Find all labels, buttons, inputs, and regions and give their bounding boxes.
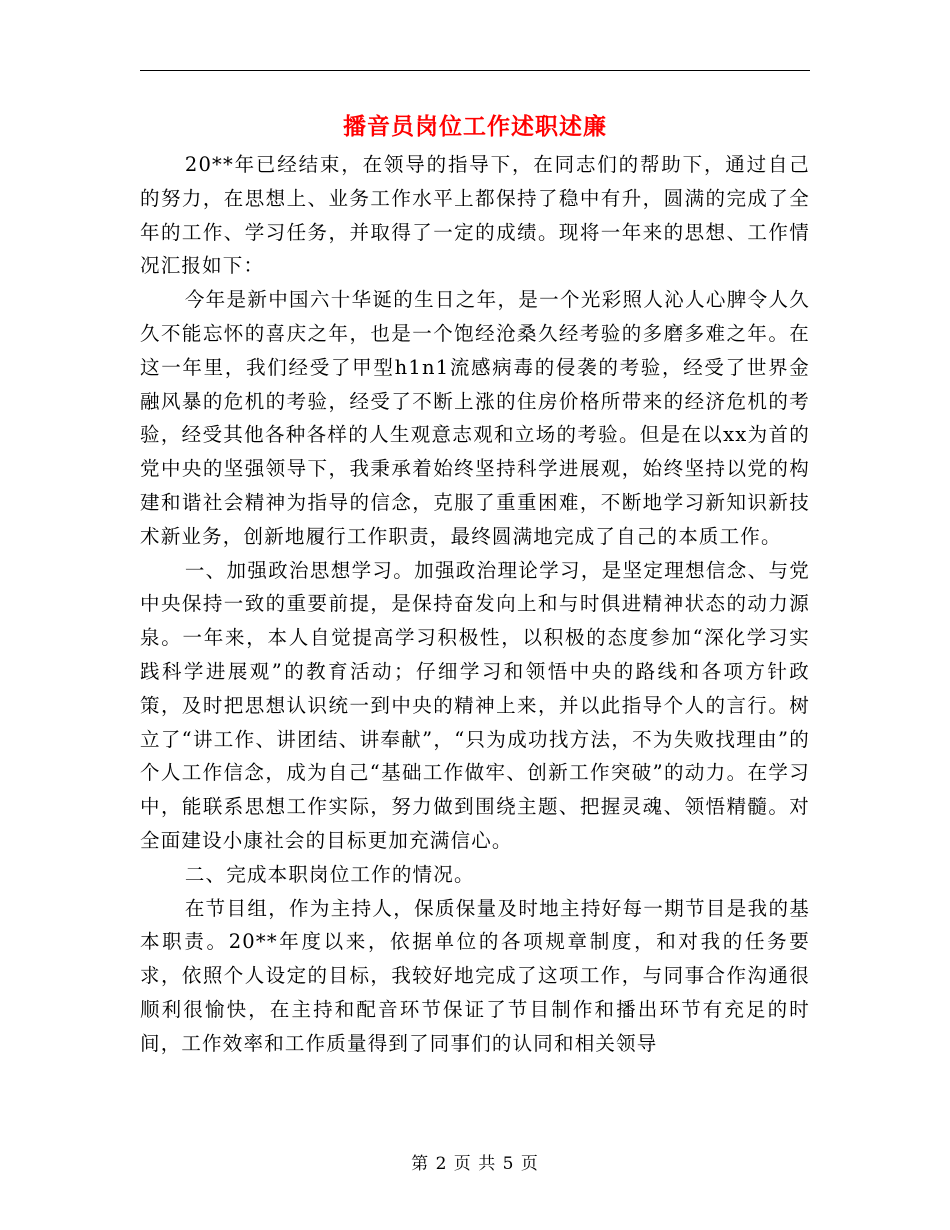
document-title: 播音员岗位工作述职述廉	[343, 114, 607, 140]
paragraph-section-heading: 二、完成本职岗位工作的情况。	[184, 862, 475, 886]
paragraph-year-review: 今年是新中国六十华诞的生日之年，是一个光彩照人沁人心脾令人久久不能忘怀的喜庆之年，也是一个饱经沧桑久经考验的多磨多难之年。在这一年里，我们经受了甲型h1n1流感病毒的侵袭的考验，经受了世界金融风暴的危机的考验，经受了不断上涨的住房价格所带来的经济危机的考验，经受其他各种各样的人生观意志观和立场的考验。但是在以xx为首的党中央的坚强领导下，我秉承着始终坚持科学进展观，始终坚持以党的构建和谐社会精神为指导的信念，克服了重重困难，不断地学习新知识新技术新业务，创新地履行工作职责，最终圆满地完成了自己的本质工作。	[140, 288, 810, 548]
paragraph-host-duties: 在节目组，作为主持人，保质保量及时地主持好每一期节目是我的基本职责。20**年度以来，依据单位的各项规章制度，和对我的任务要求，依照个人设定的目标，我较好地完成了这项工作，与同事合作沟通很顺利很愉快，在主持和配音环节保证了节目制作和播出环节有充足的时间，工作效率和工作质量得到了同事们的认同和相关领导	[140, 896, 810, 1055]
header-rule	[140, 70, 810, 71]
page-number-footer: 第 2 页 共 5 页	[411, 1154, 539, 1174]
document-body	[140, 148, 810, 1061]
paragraph-intro: 20**年已经结束，在领导的指导下，在同志们的帮助下，通过自己的努力，在思想上、业务工作水平上都保持了稳中有升，圆满的完成了全年的工作、学习任务，并取得了一定的成绩。现将一年来的思想、工作情况汇报如下：	[140, 153, 810, 278]
paragraph-political-study: 一、加强政治思想学习。加强政治理论学习，是坚定理想信念、与党中央保持一致的重要前提，是保持奋发向上和与时俱进精神状态的动力源泉。一年来，本人自觉提高学习积极性，以积极的态度参加“深化学习实践科学进展观”的教育活动；仔细学习和领悟中央的路线和各项方针政策，及时把思想认识统一到中央的精神上来，并以此指导个人的言行。树立了“讲工作、讲团结、讲奉献”，“只为成功找方法，不为失败找理由”的个人工作信念，成为自己“基础工作做牢、创新工作突破”的动力。在学习中，能联系思想工作实际，努力做到围绕主题、把握灵魂、领悟精髓。对全面建设小康社会的目标更加充满信心。	[140, 558, 810, 852]
